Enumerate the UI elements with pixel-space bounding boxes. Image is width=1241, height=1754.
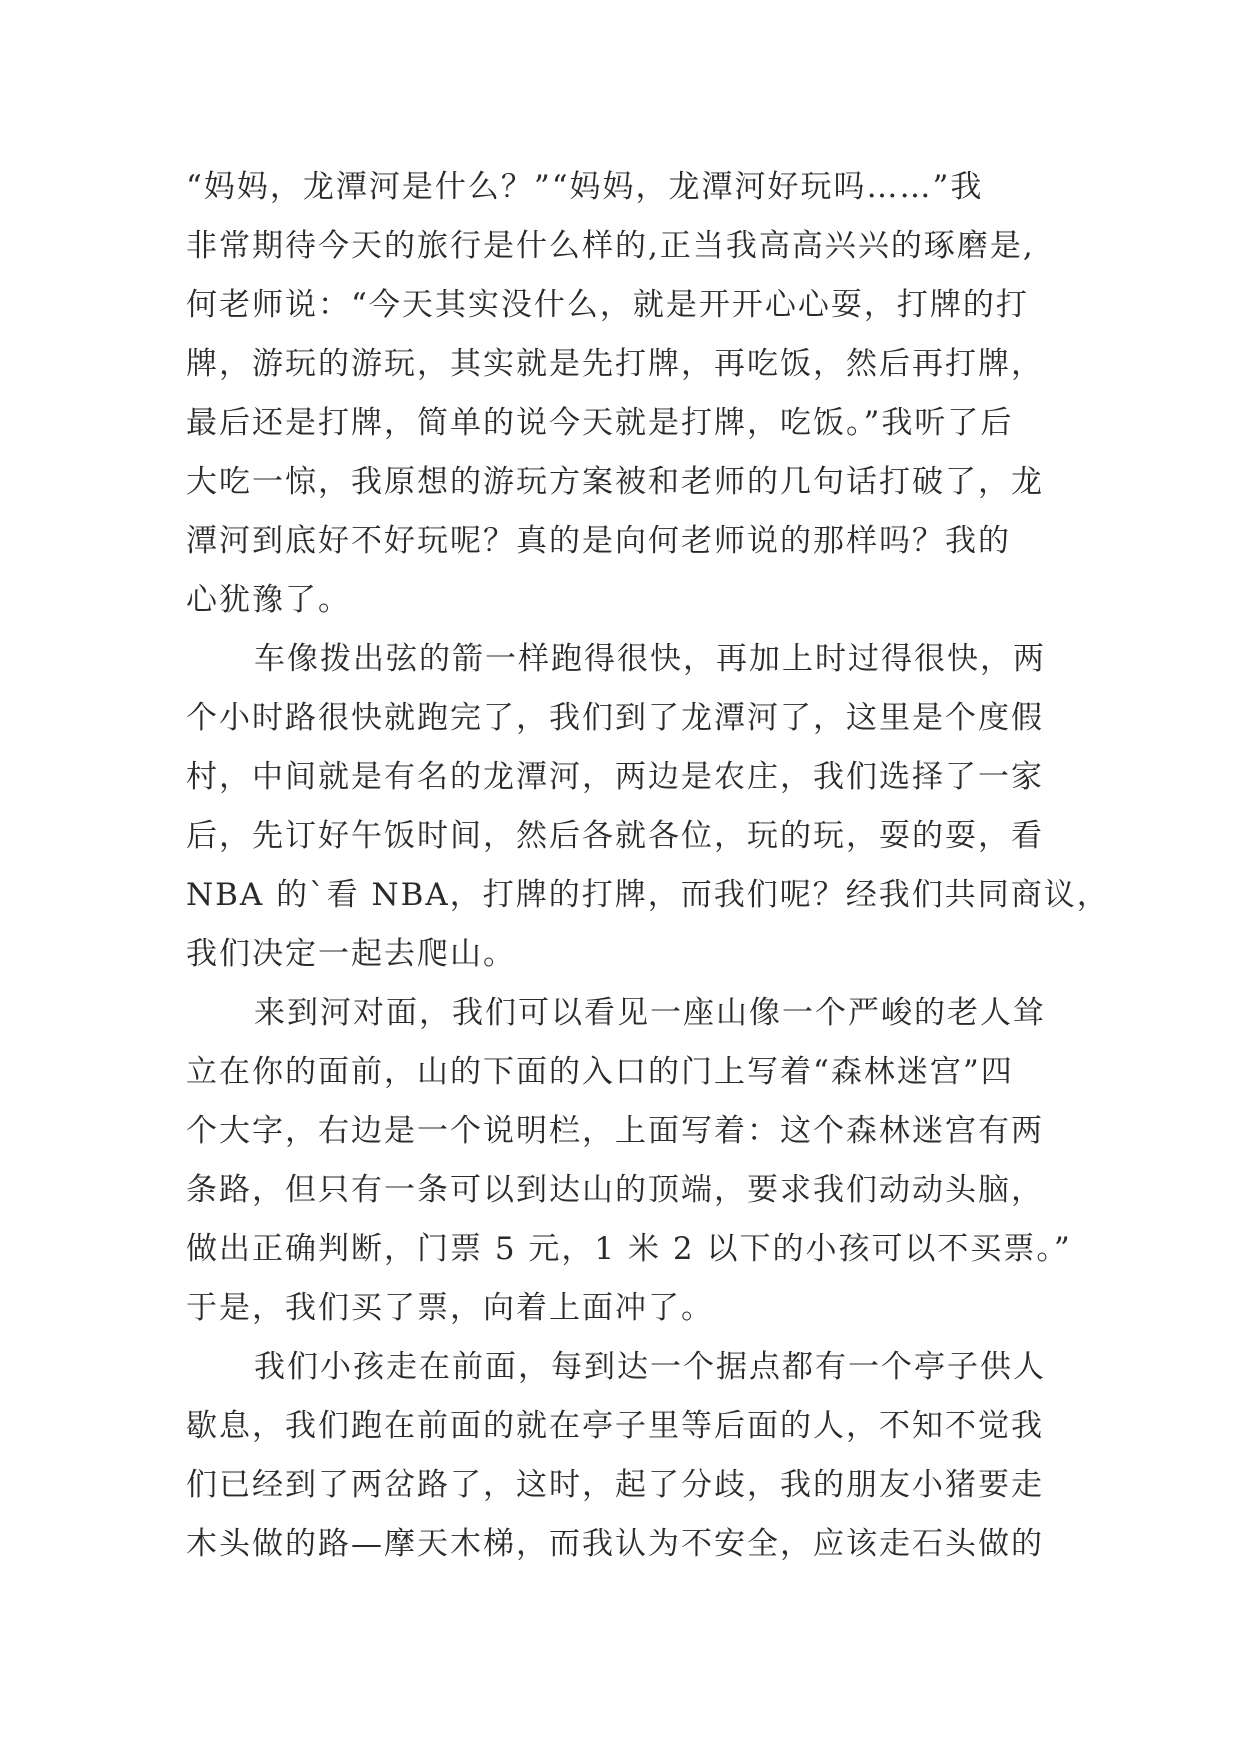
body-text xyxy=(186,158,1110,1574)
text-line: 何老师说：“今天其实没什么，就是开开心心耍，打牌的打 xyxy=(186,287,1029,323)
paragraph-first-line: 车像拨出弦的箭一样跑得很快，再加上时过得很快，两 xyxy=(254,641,1046,677)
text-line: 非常期待今天的旅行是什么样的,正当我高高兴兴的琢磨是, xyxy=(186,228,1035,264)
paragraph-first-line: 来到河对面，我们可以看见一座山像一个严峻的老人耸 xyxy=(254,995,1046,1031)
text-line: 村，中间就是有名的龙潭河，两边是农庄，我们选择了一家 xyxy=(186,759,1044,795)
text-line: 立在你的面前，山的下面的入口的门上写着“森林迷宫”四 xyxy=(186,1054,1014,1090)
text-line: 心犹豫了。 xyxy=(186,582,351,618)
text-line: 于是，我们买了票，向着上面冲了。 xyxy=(186,1290,714,1326)
text-line: 木头做的路—摩天木梯，而我认为不安全，应该走石头做的 xyxy=(186,1526,1044,1562)
text-line: 歇息，我们跑在前面的就在亭子里等后面的人，不知不觉我 xyxy=(186,1408,1044,1444)
text-line: 个大字，右边是一个说明栏，上面写着：这个森林迷宫有两 xyxy=(186,1113,1044,1149)
text-line: 牌，游玩的游玩，其实就是先打牌，再吃饭，然后再打牌， xyxy=(186,346,1044,382)
text-line: 们已经到了两岔路了，这时，起了分歧，我的朋友小猪要走 xyxy=(186,1467,1044,1503)
paragraph-first-line: 我们小孩走在前面，每到达一个据点都有一个亭子供人 xyxy=(254,1349,1046,1385)
text-line: 做出正确判断，门票 5 元，1 米 2 以下的小孩可以不买票。” xyxy=(186,1231,1072,1267)
text-line: “妈妈，龙潭河是什么？”“妈妈，龙潭河好玩吗……”我 xyxy=(186,169,984,205)
text-line: 大吃一惊，我原想的游玩方案被和老师的几句话打破了，龙 xyxy=(186,464,1044,500)
text-line: 后，先订好午饭时间，然后各就各位，玩的玩，耍的耍，看 xyxy=(186,818,1044,854)
text-line: NBA 的`看 NBA，打牌的打牌，而我们呢？经我们共同商议， xyxy=(186,877,1110,913)
text-line: 潭河到底好不好玩呢？真的是向何老师说的那样吗？我的 xyxy=(186,523,1011,559)
text-line: 我们决定一起去爬山。 xyxy=(186,936,516,972)
text-line: 个小时路很快就跑完了，我们到了龙潭河了，这里是个度假 xyxy=(186,700,1044,736)
text-line: 最后还是打牌，简单的说今天就是打牌，吃饭。”我听了后 xyxy=(186,405,1014,441)
text-line: 条路，但只有一条可以到达山的顶端，要求我们动动头脑， xyxy=(186,1172,1044,1208)
